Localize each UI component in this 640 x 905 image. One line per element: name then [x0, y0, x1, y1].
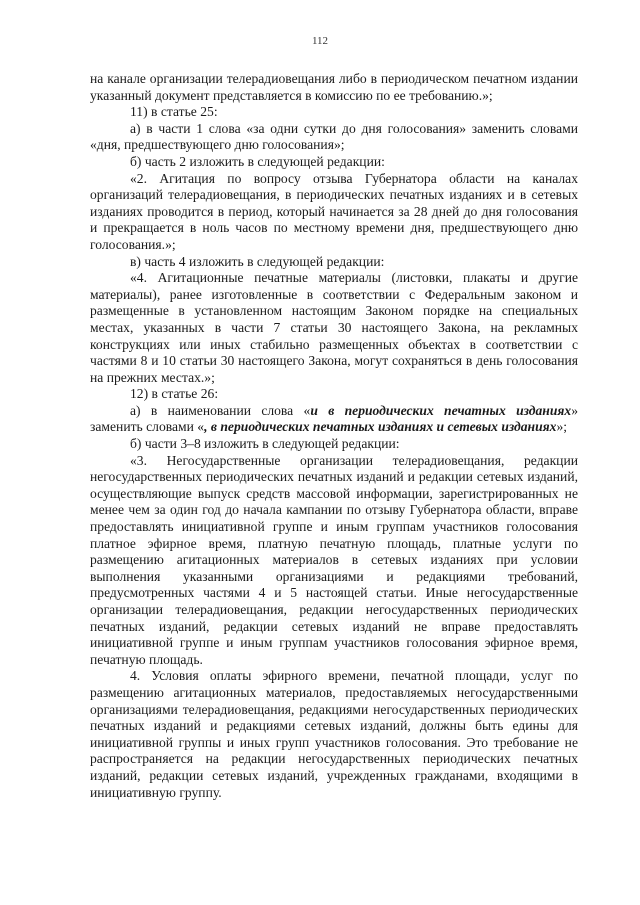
paragraph [90, 270, 578, 386]
paragraph-text: 11) в статье 25: [130, 104, 218, 120]
paragraph-text: а) в части 1 слова «за одни сутки до дня голосования» заменить словами «дня, предшествующего дню голосования»; [90, 120, 578, 153]
emphasized-text: и в периодических печатных изданиях [310, 402, 572, 418]
paragraph [90, 104, 578, 121]
paragraph [90, 453, 578, 669]
paragraph-text: «3. Негосударственные организации телерадиовещания, редакции негосударственных периодических печатных изданий и редакции сетевых изданий, осуществляющие выпуск средств массовой информации, зарегистрированных не менее чем за один год до начала кампании по отзыву Губернатора области, вправе предоставлять инициативной группе и иным группам участников голосования платное эфирное время, платную печатную площадь, платные услуги по размещению агитационных материалов в сетевых изданиях при условии выполнения указанными организациями и редакциями требований, предусмотренных частями 4 и 5 настоящей статьи. Иные негосударственные организации телерадиовещания, редакции негосударственных периодических печатных изданий, редакции сетевых изданий не вправе предоставлять инициативной группе и иным группам участников голосования эфирное время, печатную площадь. [90, 452, 578, 667]
paragraph-text: в) часть 4 изложить в следующей редакции: [130, 253, 385, 269]
paragraph-text: » заменить словами « [90, 402, 578, 435]
paragraph [90, 436, 578, 453]
paragraph [90, 121, 578, 154]
paragraph-text: »; [556, 419, 568, 435]
paragraph-text: «4. Агитационные печатные материалы (листовки, плакаты и другие материалы), ранее изготовленные в соответствии с Федеральным законом и размещенные в установленном настоящим Законом порядке на специальных местах, указанных в части 7 статьи 30 настоящего Закона, на рекламных конструкциях или иных стабильно размещенных объектах в соответствии с частями 8 и 10 статьи 30 настоящего Закона, могут сохраняться в день голосования на прежних местах.»; [90, 270, 578, 385]
paragraph-text: 12) в статье 26: [130, 386, 219, 402]
paragraph-text: б) часть 2 изложить в следующей редакции: [130, 153, 385, 169]
document-body [90, 71, 578, 801]
paragraph [90, 254, 578, 271]
paragraph [90, 171, 578, 254]
paragraph-text: 4. Условия оплаты эфирного времени, печатной площади, услуг по размещению агитационных материалов, предоставляемых негосударственными организациями телерадиовещания, редакциями негосударственных периодических печатных изданий и редакциями сетевых изданий, должны быть едины для инициативной группы и иных групп участников голосования. Это требование не распространяется на редакции негосударственных периодических печатных изданий, редакции сетевых изданий, учрежденных гражданами, входящими в инициативную группу. [90, 668, 578, 800]
paragraph-text: а) в наименовании слова « [130, 402, 311, 418]
page-number: 112 [311, 35, 329, 47]
paragraph-text: на канале организации телерадиовещания либо в периодическом печатном издании указанный документ представляется в комиссию по ее требованию.»; [90, 71, 578, 103]
emphasized-text: , в периодических печатных изданиях и сетевых изданиях [204, 419, 557, 435]
paragraph [90, 154, 578, 171]
paragraph [90, 403, 578, 436]
paragraph-text: б) части 3–8 изложить в следующей редакции: [130, 436, 400, 452]
paragraph [90, 668, 578, 801]
paragraph [90, 71, 578, 104]
paragraph-text: «2. Агитация по вопросу отзыва Губернатора области на каналах организаций телерадиовещания, в периодических печатных изданиях и в сетевых изданиях проводится в период, который начинается за 28 дней до дня голосования и прекращается в ноль часов по местному времени дня, предшествующего дню голосования.»; [90, 170, 578, 252]
paragraph [90, 386, 578, 403]
